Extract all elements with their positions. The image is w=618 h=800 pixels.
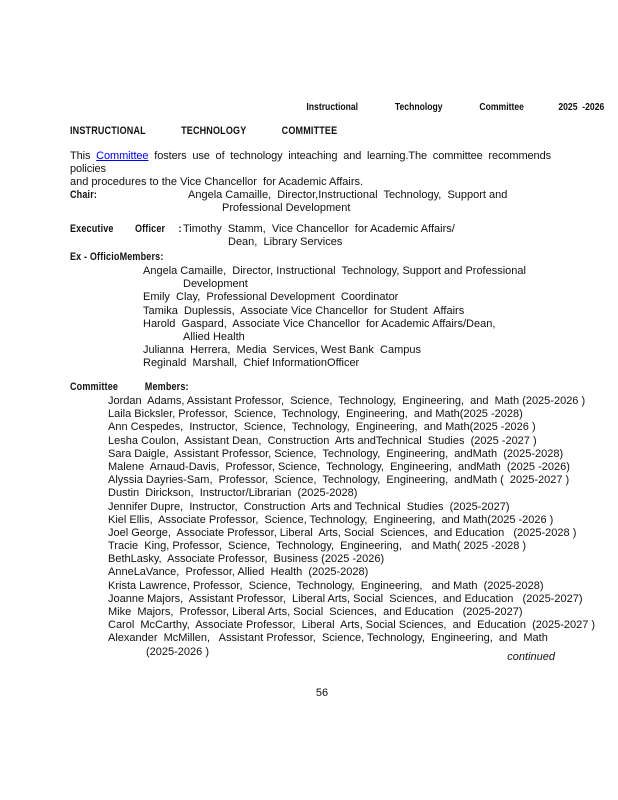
member-line: Ann Cespedes, Instructor, Science, Technology, Engineering, and Math(2025 -2026 ): [108, 421, 536, 434]
member-line: Lesha Coulon, Assistant Dean, Construction Arts andTechnical Studies (2025 -2027 ): [108, 434, 537, 447]
committee-members-list: [108, 395, 595, 659]
intro-line-2: and procedures to the Vice Chancellor for Academic Affairs.: [70, 176, 364, 189]
member-line: Jennifer Dupre, Instructor, Construction Arts and Technical Studies (2025-2027): [108, 500, 510, 513]
ex-officio-line: Reginald Marshall, Chief InformationOfficer: [143, 357, 360, 370]
executive-officer-line: Timothy Stamm, Vice Chancellor for Academic Affairs/: [183, 223, 455, 235]
ex-officio-line: Allied Health: [183, 330, 245, 343]
committee-members-label: Committee Members:: [70, 381, 189, 393]
member-line: Dustin Dirickson, Instructor/Librarian (2025-2028): [108, 487, 358, 500]
ex-officio-line: Harold Gaspard, Associate Vice Chancellor for Academic Affairs/Dean,: [143, 317, 496, 330]
executive-officer-line: Dean, Library Services: [228, 236, 343, 249]
intro-line-1: [70, 150, 551, 176]
member-line: Krista Lawrence, Professor, Science, Technology, Engineering, and Math (2025-2028): [108, 579, 544, 592]
ex-officio-line: Julianna Herrera, Media Services, West Bank Campus: [143, 344, 421, 357]
member-line: Malene Arnaud-Davis, Professor, Science, Technology, Engineering, andMath (2025 -2026): [108, 460, 570, 473]
member-line: (2025-2026 ): [146, 645, 209, 658]
member-line: Alyssia Dayries-Sam, Professor, Science, Technology, Engineering, andMath ( 2025-2027 ): [108, 474, 570, 487]
chair-label: Chair:: [70, 189, 98, 201]
ex-officio-line: Development: [183, 278, 248, 291]
ex-officio-line: Tamika Duplessis, Associate Vice Chancellor for Student Affairs: [143, 304, 465, 317]
intro-text-before: This: [70, 150, 97, 162]
intro-paragraph: [70, 150, 551, 190]
member-line: AnneLaVance, Professor, Allied Health (2025-2028): [108, 566, 369, 579]
chair-line: Professional Development: [222, 202, 351, 215]
page-title: INSTRUCTIONAL TECHNOLOGY COMMITTEE: [70, 125, 338, 137]
member-line: Alexander McMillen, Assistant Professor, Science, Technology, Engineering, and Math: [108, 632, 548, 645]
ex-officio-line: Angela Camaille, Director, Instructional Technology, Support and Professional: [143, 265, 526, 277]
member-line: Carol McCarthy, Associate Professor, Liberal Arts, Social Sciences, and Education (2025-2027 ): [108, 619, 596, 632]
member-line: Kiel Ellis, Associate Professor, Science, Technology, Engineering, and Math(2025 -2026 ): [108, 513, 554, 526]
intro-text-after: fosters use of technology inteaching and learning.The committee recommends policies: [70, 150, 551, 176]
member-line: Sara Daigle, Assistant Professor, Science, Technology, Engineering, andMath (2025-2028): [108, 447, 564, 460]
member-line: Tracie King, Professor, Science, Technology, Engineering, and Math( 2025 -2028 ): [108, 540, 527, 553]
running-header: [241, 101, 604, 113]
executive-officer-content: [183, 223, 455, 249]
page-number: 56: [315, 687, 329, 699]
member-line: Jordan Adams, Assistant Professor, Science, Technology, Engineering, and Math (2025-2026 ): [108, 395, 586, 407]
ex-officio-line: Emily Clay, Professional Development Coordinator: [143, 291, 399, 304]
ex-officio-label: Ex - OfficioMembers:: [70, 251, 164, 263]
member-line: Joel George, Associate Professor, Liberal Arts, Social Sciences, and Education (2025-2028 ): [108, 526, 577, 539]
executive-officer-label: Executive Officer :: [70, 223, 182, 235]
committee-link[interactable]: Committee: [96, 150, 149, 162]
running-header-year: 2025 -2026: [558, 101, 604, 113]
chair-line: Angela Camaille, Director,Instructional Technology, Support and: [188, 189, 508, 201]
ex-officio-list: [143, 265, 526, 371]
member-line: BethLasky, Associate Professor, Business (2025 -2026): [108, 553, 385, 566]
running-header-title: Instructional Technology Committee: [306, 101, 524, 113]
member-line: Mike Majors, Professor, Liberal Arts, Social Sciences, and Education (2025-2027): [108, 606, 523, 618]
chair-content: [188, 189, 507, 215]
member-line: Laila Bicksler, Professor, Science, Technology, Engineering, and Math(2025 -2028): [108, 408, 523, 421]
member-line: Joanne Majors, Assistant Professor, Liberal Arts, Social Sciences, and Education (2025-2027): [108, 592, 583, 605]
continued-note: continued: [507, 651, 555, 663]
